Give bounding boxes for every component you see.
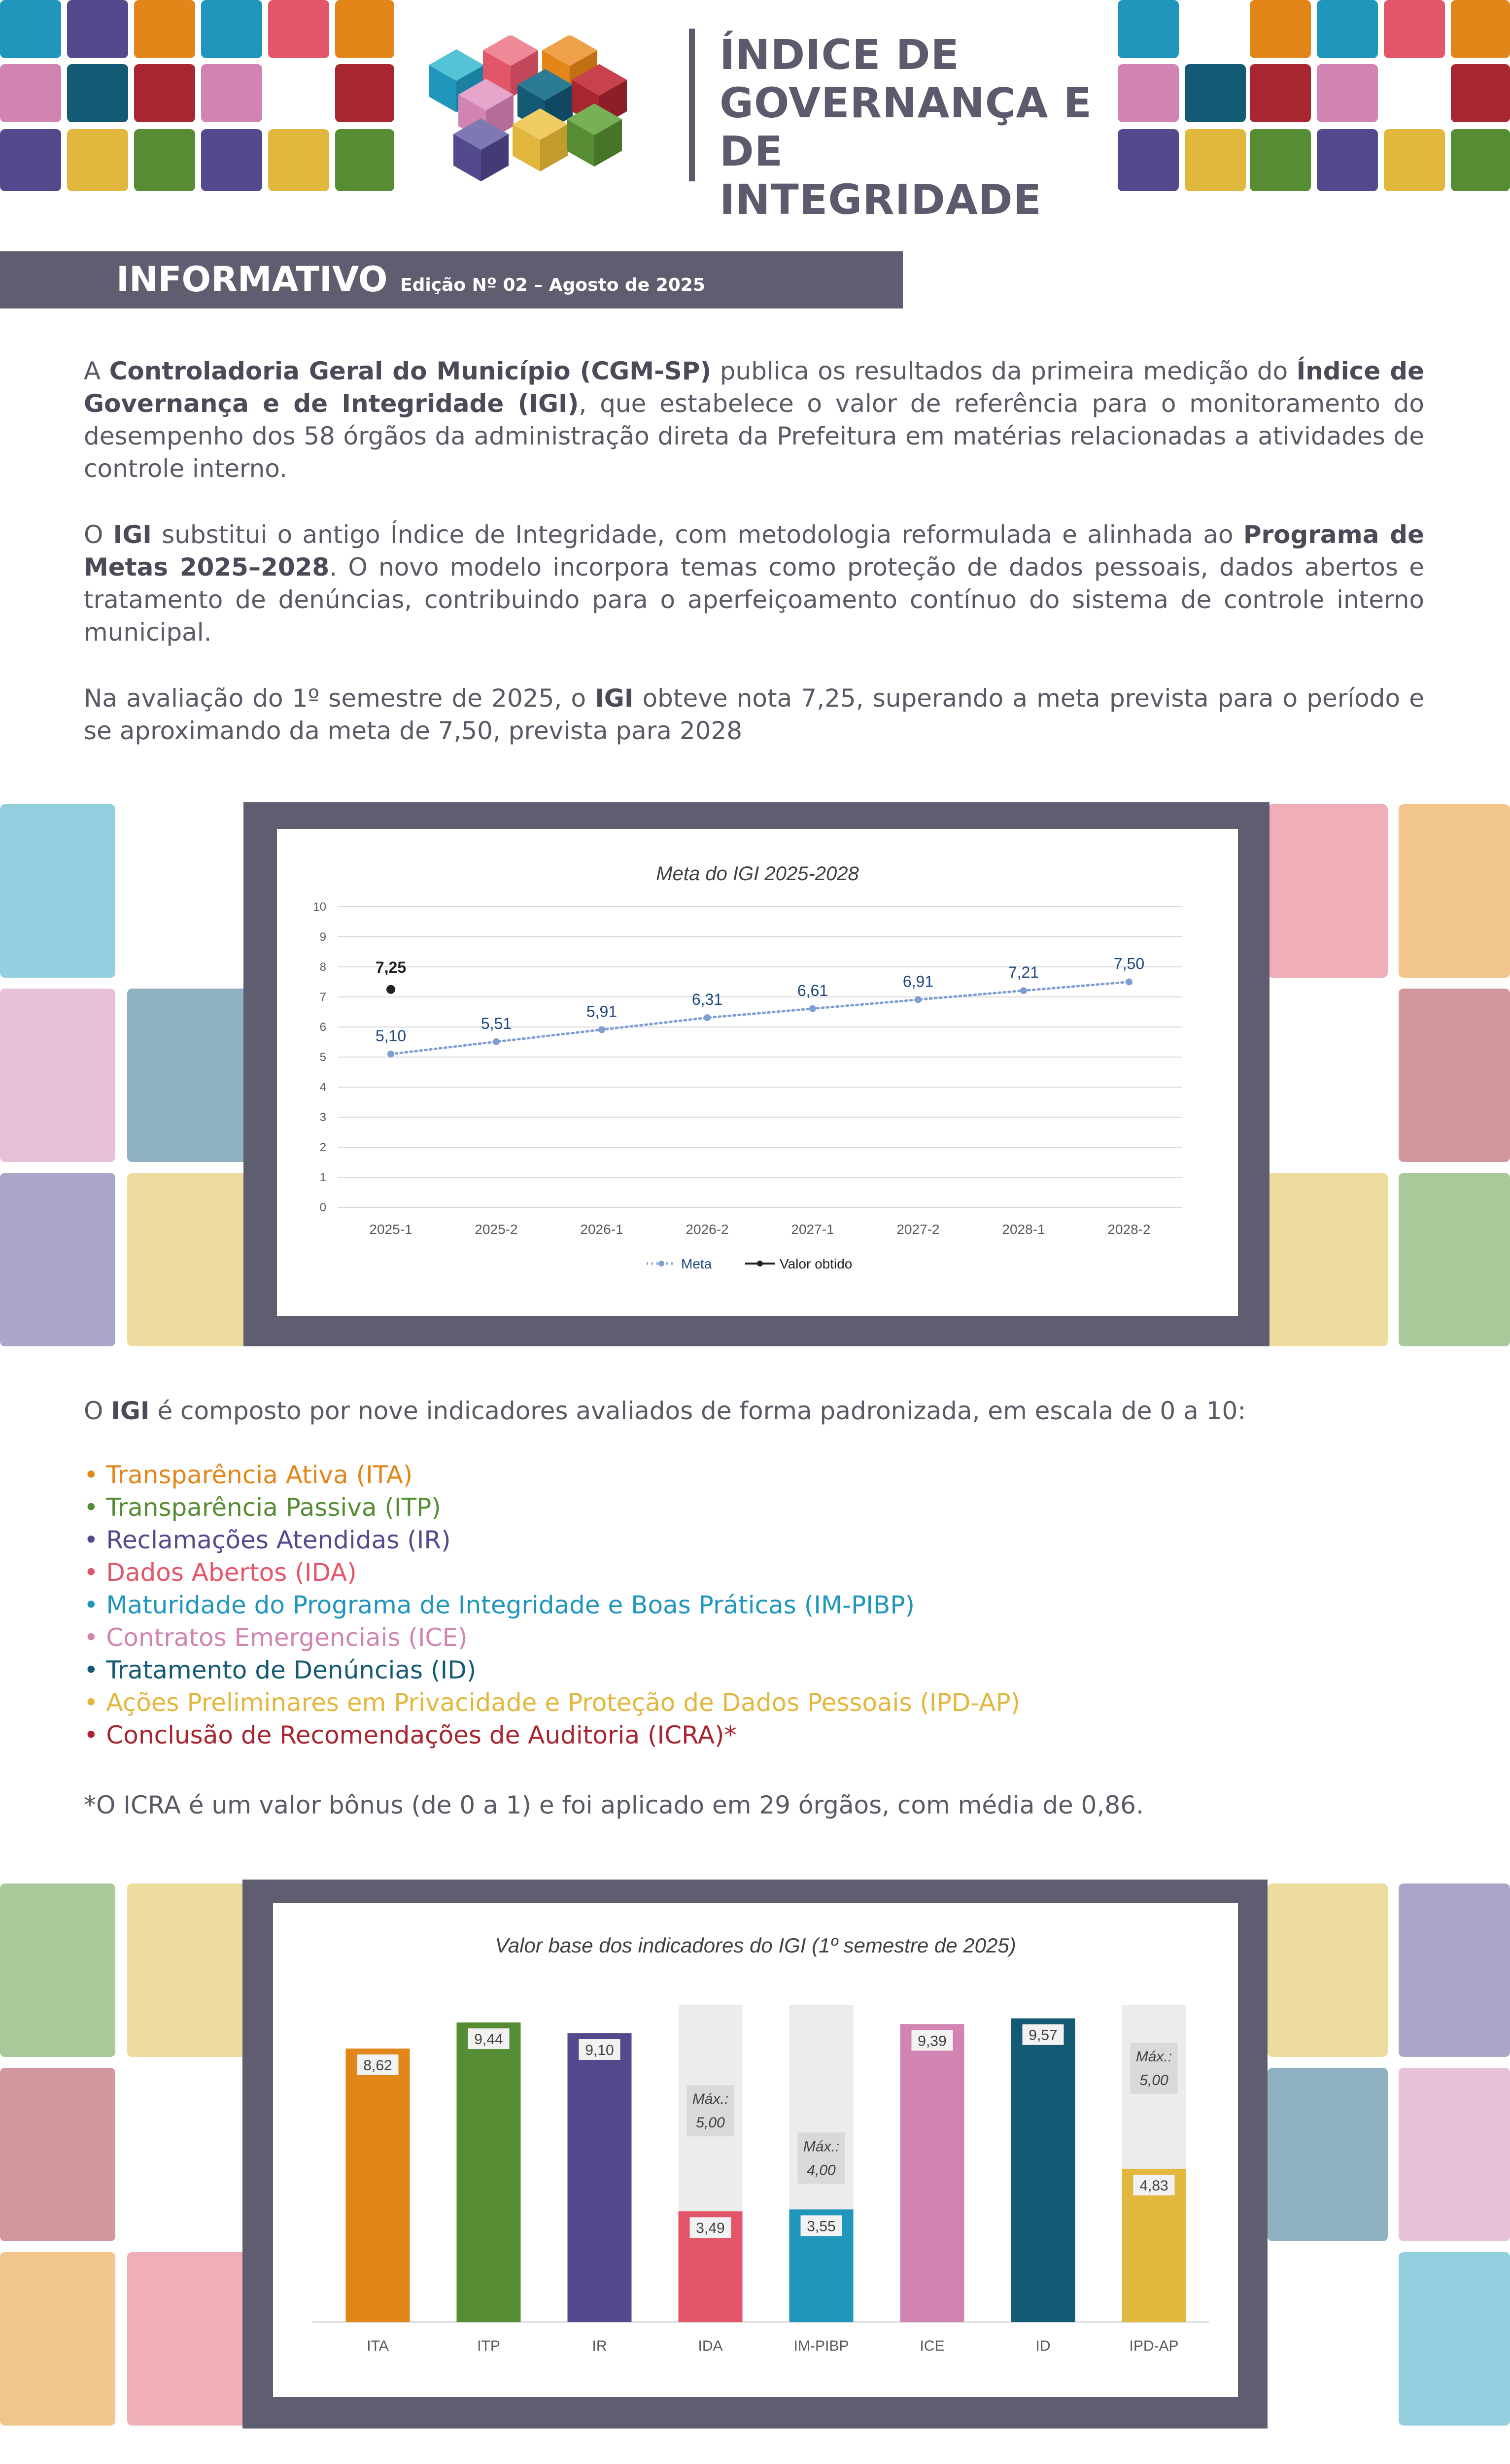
decorative-tile <box>0 2252 115 2426</box>
text: Na avaliação do 1º semestre de 2025, o <box>84 684 595 713</box>
decorative-tile <box>1399 989 1510 1162</box>
max-label-prefix: Máx.: <box>692 2091 729 2108</box>
bullet: • <box>84 1656 106 1684</box>
decorative-tile <box>1399 1883 1510 2057</box>
decorative-tile <box>1451 64 1510 122</box>
indicator-list-item <box>84 1459 412 1491</box>
y-tick-label: 1 <box>319 1171 326 1184</box>
chart-title: Valor base dos indicadores do IGI (1º semestre de 2025) <box>495 1934 1016 1957</box>
x-tick-label: IM-PIBP <box>793 2338 849 2354</box>
title-line: GOVERNANÇA E <box>720 79 1093 127</box>
data-label-obtained: 7,25 <box>375 958 407 976</box>
decorative-tile <box>1399 1173 1510 1346</box>
decorative-tile <box>1118 129 1179 191</box>
bullet: • <box>84 1591 106 1619</box>
y-tick-label: 7 <box>319 991 326 1004</box>
decorative-tile <box>335 0 394 58</box>
decorative-tile <box>335 129 394 191</box>
title-line: DE INTEGRIDADE <box>720 127 1042 224</box>
intro-paragraph-2 <box>84 518 1424 649</box>
bold-text: Controladoria Geral do Município (CGM-SP) <box>109 357 712 385</box>
decorative-tile <box>1317 129 1378 191</box>
decorative-tile <box>1317 0 1378 58</box>
decorative-tile <box>1185 129 1246 191</box>
igi-cubes-logo <box>424 35 670 183</box>
indicator-list-item <box>84 1654 476 1686</box>
data-point-obtained <box>386 985 395 994</box>
x-tick-label: IR <box>592 2338 607 2354</box>
decorative-tile <box>1399 804 1510 978</box>
data-label-meta: 5,10 <box>375 1027 407 1045</box>
y-tick-label: 2 <box>319 1141 326 1154</box>
decorative-tile <box>268 129 329 191</box>
legend-marker-meta <box>658 1261 664 1266</box>
decorative-tile <box>127 1883 247 2057</box>
indicator-list-item <box>84 1589 915 1621</box>
title-line: ÍNDICE DE <box>720 31 960 79</box>
text: substitui o antigo Índice de Integridade, com metodologia reformulada e alinhada ao <box>151 520 1243 549</box>
decorative-tile <box>0 64 61 122</box>
bar-value-label: 3,55 <box>807 2218 836 2235</box>
decorative-tile <box>1399 2068 1510 2241</box>
x-tick-label: IDA <box>698 2338 723 2354</box>
decorative-tile <box>0 129 61 191</box>
x-tick-label: ITP <box>477 2338 500 2354</box>
indicator-label: Contratos Emergenciais (ICE) <box>106 1623 468 1652</box>
x-tick-label: 2025-2 <box>475 1222 518 1237</box>
indicator-label: Transparência Passiva (ITP) <box>106 1493 441 1522</box>
informativo-bar <box>0 251 903 308</box>
max-label-value: 4,00 <box>807 2162 836 2179</box>
bar-value-label: 9,44 <box>474 2031 503 2048</box>
informativo-title: INFORMATIVO <box>116 259 388 300</box>
x-tick-label: 2028-2 <box>1107 1222 1151 1237</box>
data-label-meta: 6,31 <box>691 991 723 1009</box>
decorative-tile <box>67 129 128 191</box>
bar-value-label: 3,49 <box>696 2220 725 2237</box>
decorative-tile <box>134 0 195 58</box>
text: é composto por nove indicadores avaliados de forma padronizada, em escala de 0 a 10: <box>149 1397 1246 1425</box>
decorative-tile <box>1268 1173 1388 1346</box>
indicator-label: Conclusão de Recomendações de Auditoria (ICRA)* <box>106 1721 737 1749</box>
decorative-tile <box>0 804 115 978</box>
indicator-baseline-bar-chart <box>273 1903 1238 2397</box>
data-point-meta <box>704 1014 711 1021</box>
y-tick-label: 9 <box>319 930 326 944</box>
bullet: • <box>84 1721 106 1749</box>
x-tick-label: 2026-1 <box>580 1222 623 1237</box>
bullet: • <box>84 1688 106 1717</box>
bold-text: IGI <box>595 684 634 713</box>
decorative-tile <box>0 2068 115 2241</box>
x-tick-label: ICE <box>920 2338 945 2354</box>
indicator-list-item <box>84 1719 737 1751</box>
data-label-meta: 7,21 <box>1008 963 1039 982</box>
max-label-prefix: Máx.: <box>803 2138 840 2155</box>
indicators-intro <box>84 1395 1424 1427</box>
data-label-meta: 5,91 <box>586 1002 618 1021</box>
text: , que estabelece o valor de referência para o monitoramento do desempenho dos 58 órgãos da administração direta da Prefeitura em matérias relacionadas a atividades de controle interno. <box>84 389 1424 483</box>
bullet: • <box>84 1623 106 1652</box>
decorative-tile <box>1118 0 1179 58</box>
legend-label-obtained: Valor obtido <box>780 1256 853 1271</box>
x-tick-label: IPD-AP <box>1129 2338 1179 2354</box>
bullet: • <box>84 1461 106 1489</box>
data-point-meta <box>1126 979 1132 986</box>
bar-value-label: 9,57 <box>1029 2027 1058 2044</box>
x-tick-label: ITA <box>367 2338 389 2354</box>
x-tick-label: ID <box>1035 2338 1051 2354</box>
decorative-tile <box>1268 804 1388 978</box>
decorative-tile <box>1250 64 1311 122</box>
bar-value-label: 9,39 <box>918 2033 947 2050</box>
indicator-list-item <box>84 1524 451 1556</box>
max-label-value: 5,00 <box>1139 2072 1168 2088</box>
decorative-tile <box>1451 129 1510 191</box>
y-tick-label: 0 <box>319 1201 326 1214</box>
data-label-meta: 6,61 <box>797 981 828 999</box>
decorative-tile <box>1317 64 1378 122</box>
data-point-meta <box>915 996 922 1003</box>
bullet: • <box>84 1558 106 1587</box>
data-point-meta <box>387 1051 394 1058</box>
x-tick-label: 2026-2 <box>686 1222 729 1237</box>
indicator-list-item <box>84 1491 441 1524</box>
indicator-list-item <box>84 1686 1020 1719</box>
decorative-tile <box>1268 1883 1388 2057</box>
header-divider <box>689 29 695 181</box>
decorative-tile <box>1399 2252 1510 2426</box>
text: obteve nota 7,25, superando a meta prevista para o período e se aproximando da meta de 7,50, prevista para 2028 <box>84 684 1424 745</box>
indicator-label: Tratamento de Denúncias (ID) <box>106 1656 477 1684</box>
x-tick-label: 2027-1 <box>791 1222 834 1237</box>
chart-panel <box>273 1903 1238 2397</box>
legend-label-meta: Meta <box>681 1256 712 1271</box>
bold-text: IGI <box>111 1397 150 1425</box>
decorative-tile <box>1268 2068 1388 2241</box>
text: A <box>84 357 109 385</box>
intro-paragraph-1 <box>84 355 1424 485</box>
bar <box>568 2033 632 2322</box>
y-tick-label: 8 <box>319 960 326 974</box>
decorative-tile <box>1185 64 1246 122</box>
decorative-tile <box>134 64 195 122</box>
bold-text: IGI <box>113 520 152 549</box>
edition-label: Edição Nº 02 – Agosto de 2025 <box>400 275 705 295</box>
bar <box>900 2024 964 2322</box>
decorative-tile <box>0 1173 115 1346</box>
data-point-meta <box>809 1005 816 1012</box>
bold-text: Programa de Metas 2025–2028 <box>84 520 1425 582</box>
decorative-tile <box>1384 129 1445 191</box>
chart-title: Meta do IGI 2025-2028 <box>656 863 859 885</box>
data-point-meta <box>1020 987 1027 994</box>
data-point-meta <box>598 1026 605 1033</box>
igi-target-line-chart <box>277 829 1238 1316</box>
data-label-meta: 7,50 <box>1113 955 1145 973</box>
y-tick-label: 6 <box>319 1021 326 1034</box>
bullet: • <box>84 1493 106 1522</box>
decorative-tile <box>335 64 394 122</box>
y-tick-label: 10 <box>313 900 326 914</box>
decorative-tile <box>1250 0 1311 58</box>
decorative-tile <box>67 0 128 58</box>
x-tick-label: 2025-1 <box>369 1222 412 1237</box>
x-tick-label: 2027-2 <box>896 1222 940 1237</box>
intro-paragraph-3 <box>84 682 1424 747</box>
decorative-tile <box>127 2252 247 2426</box>
bar <box>346 2049 410 2322</box>
max-label-prefix: Máx.: <box>1135 2048 1172 2065</box>
decorative-tile <box>1384 0 1445 58</box>
text: O <box>84 520 113 549</box>
bar-value-label: 4,83 <box>1139 2177 1168 2194</box>
page-title <box>720 31 1114 224</box>
decorative-tile <box>201 64 262 122</box>
decorative-tile <box>268 0 329 58</box>
indicator-label: Dados Abertos (IDA) <box>106 1558 357 1587</box>
indicator-list-item <box>84 1556 357 1589</box>
bar <box>1011 2019 1075 2322</box>
text: publica os resultados da primeira medição do <box>711 357 1297 385</box>
decorative-tile <box>127 1173 247 1346</box>
bold-text: Índice de Governança e de Integridade (IGI) <box>84 357 1424 418</box>
decorative-tile <box>201 129 262 191</box>
decorative-tile <box>0 1883 115 2057</box>
y-tick-label: 3 <box>319 1111 326 1124</box>
bullet: • <box>84 1526 106 1554</box>
text: . O novo modelo incorpora temas como proteção de dados pessoais, dados abertos e tratamento de denúncias, contribuindo para o aperfeiçoamento contínuo do sistema de controle interno municipal. <box>84 553 1424 647</box>
legend-marker-obtained <box>757 1261 763 1266</box>
bar <box>457 2022 521 2322</box>
icra-footnote: *O ICRA é um valor bônus (de 0 a 1) e foi aplicado em 29 órgãos, com média de 0,86. <box>84 1791 1144 1819</box>
decorative-tile <box>67 64 128 122</box>
decorative-tile <box>1250 129 1311 191</box>
indicator-list-item <box>84 1621 468 1654</box>
decorative-tile <box>0 989 115 1162</box>
text: O <box>84 1397 111 1425</box>
data-label-meta: 5,51 <box>480 1014 512 1032</box>
decorative-tile <box>0 0 61 58</box>
decorative-tile <box>1451 0 1510 58</box>
indicator-label: Reclamações Atendidas (IR) <box>106 1526 451 1554</box>
indicator-label: Transparência Ativa (ITA) <box>106 1461 413 1489</box>
max-label-value: 5,00 <box>696 2115 725 2131</box>
decorative-tile <box>134 129 195 191</box>
x-tick-label: 2028-1 <box>1002 1222 1045 1237</box>
y-tick-label: 5 <box>319 1051 326 1064</box>
chart-panel <box>277 829 1238 1316</box>
indicator-label: Maturidade do Programa de Integridade e Boas Práticas (IM-PIBP) <box>106 1591 915 1619</box>
data-label-meta: 6,91 <box>902 972 934 991</box>
bar-value-label: 8,62 <box>363 2057 392 2074</box>
indicator-label: Ações Preliminares em Privacidade e Proteção de Dados Pessoais (IPD-AP) <box>106 1688 1021 1717</box>
data-point-meta <box>493 1038 500 1045</box>
decorative-tile <box>1118 64 1179 122</box>
y-tick-label: 4 <box>319 1081 326 1094</box>
bar-value-label: 9,10 <box>585 2042 614 2058</box>
decorative-tile <box>201 0 262 58</box>
decorative-tile <box>127 989 247 1162</box>
